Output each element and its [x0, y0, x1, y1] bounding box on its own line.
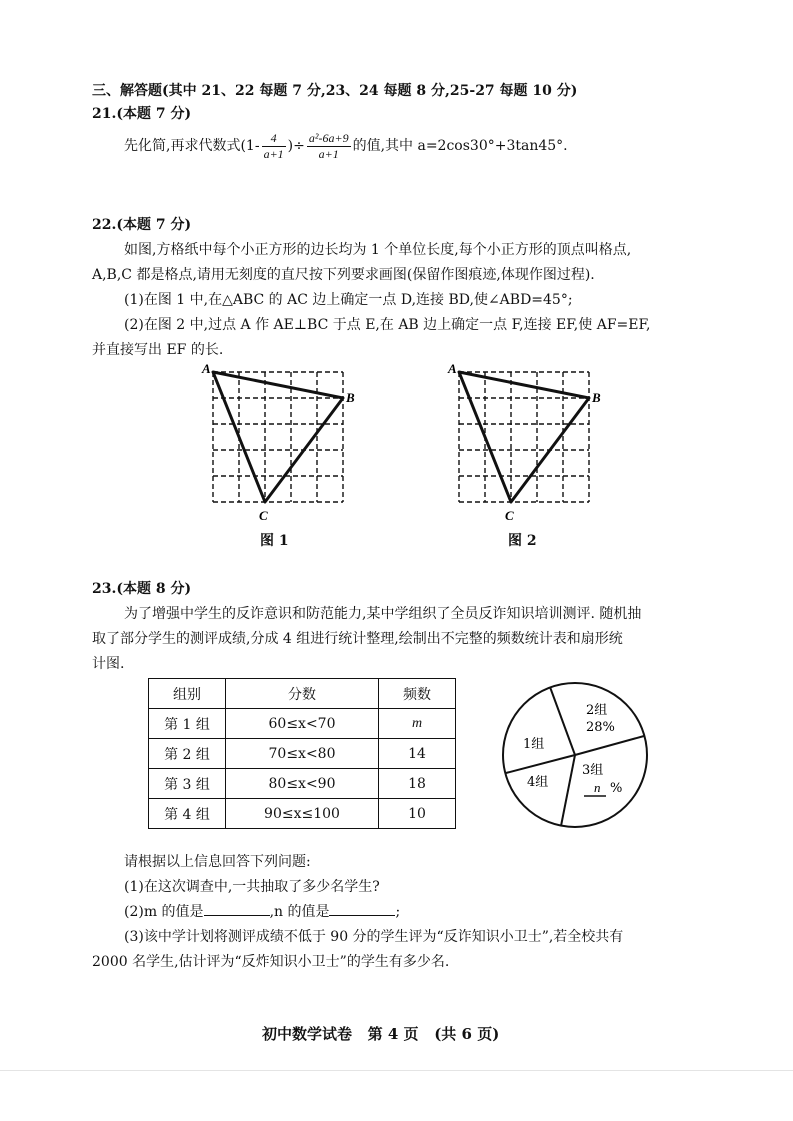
pie-label-2: 2组	[586, 703, 608, 718]
fig2-label-a: A	[448, 361, 457, 376]
fig1-label-b: B	[346, 390, 355, 405]
q23-sub2-c: ;	[395, 904, 401, 920]
pie-label-2-pct: 28%	[586, 720, 615, 735]
q21-frac2-num: a²-6a+9	[308, 130, 349, 145]
q22-line1: 如图,方格纸中每个小正方形的边长均为 1 个单位长度,每个小正方形的顶点叫格点,	[124, 242, 632, 258]
answer-blank-n	[329, 901, 395, 916]
page-footer: 初中数学试卷 第 4 页 (共 6 页)	[262, 1025, 500, 1043]
table-cell: 90≤x≤100	[226, 799, 379, 829]
q23-sub3-line2: 2000 名学生,估计评为“反炸知识小卫士”的学生有多少名.	[92, 954, 450, 970]
q23-line3: 计图.	[92, 656, 125, 672]
table-cell: 第 2 组	[149, 739, 226, 769]
q21-frac1-den: a+1	[263, 146, 284, 161]
pie-chart	[490, 680, 670, 830]
table-cell: 60≤x<70	[226, 709, 379, 739]
q21-fraction-2	[307, 131, 351, 162]
q23-prompt: 请根据以上信息回答下列问题:	[124, 854, 311, 870]
table-cell: 10	[379, 799, 456, 829]
pie-label-4: 4组	[527, 775, 549, 790]
q21-suffix: 的值,其中 a=2cos30°+3tan45°.	[352, 138, 568, 154]
table-cell: 70≤x<80	[226, 739, 379, 769]
table-cell: 14	[379, 739, 456, 769]
table-cell: 80≤x<90	[226, 769, 379, 799]
table-row	[149, 769, 456, 799]
q22-line3: (1)在图 1 中,在△ABC 的 AC 边上确定一点 D,连接 BD,使∠ABD=45°;	[124, 292, 573, 308]
pie-label-3-pct: %	[610, 781, 623, 796]
page-bottom-divider	[0, 1070, 793, 1071]
pie-label-3: 3组	[582, 763, 604, 778]
fig1-label-c: C	[259, 508, 268, 523]
table-header-row	[149, 679, 456, 709]
triangle-abc-2	[459, 372, 589, 502]
pie-divider	[550, 687, 575, 755]
q21-body	[124, 128, 568, 164]
section-header: 三、解答题(其中 21、22 每题 7 分,23、24 每题 8 分,25-27 每题 10 分)	[92, 83, 578, 99]
q21-prefix: 先化简,再求代数式	[124, 138, 241, 154]
q22-line4: (2)在图 2 中,过点 A 作 AE⊥BC 于点 E,在 AB 边上确定一点 F,连接 EF,使 AF=EF,	[124, 317, 651, 333]
fig1-label-a: A	[202, 361, 211, 376]
triangle-abc	[213, 372, 343, 502]
q21-frac1-num: 4	[262, 131, 286, 147]
table-cell: 第 4 组	[149, 799, 226, 829]
fig2-caption: 图 2	[508, 533, 537, 549]
q22-heading: 22.(本题 7 分)	[92, 217, 192, 233]
q21-frac2-den: a+1	[318, 146, 339, 161]
q22-line2: A,B,C 都是格点,请用无刻度的直尺按下列要求画图(保留作图痕迹,体现作图过程).	[92, 267, 595, 283]
table-header-cell: 分数	[226, 679, 379, 709]
fig2-label-b: B	[592, 390, 601, 405]
q23-sub1: (1)在这次调查中,一共抽取了多少名学生?	[124, 879, 380, 895]
figure-2-grid	[443, 358, 618, 528]
q23-heading: 23.(本题 8 分)	[92, 581, 192, 597]
answer-blank-m	[204, 901, 270, 916]
pie-label-3-n: n	[594, 780, 601, 795]
table-header-cell: 组别	[149, 679, 226, 709]
q23-sub3-line1: (3)该中学计划将测评成绩不低于 90 分的学生评为“反诈知识小卫士”,若全校共有	[124, 929, 624, 945]
figure-1-grid	[195, 358, 370, 528]
q23-line1: 为了增强中学生的反诈意识和防范能力,某中学组织了全员反诈知识培训测评. 随机抽	[124, 606, 642, 622]
q21-heading: 21.(本题 7 分)	[92, 106, 192, 122]
table-row	[149, 799, 456, 829]
q21-open: (1-	[240, 138, 260, 154]
pie-label-1: 1组	[523, 737, 545, 752]
q23-sub2	[124, 901, 400, 921]
fig1-caption: 图 1	[260, 533, 289, 549]
q23-sub2-b: ,n 的值是	[269, 904, 330, 920]
pie-divider	[506, 755, 575, 773]
table-header-cell: 频数	[379, 679, 456, 709]
table-cell: 第 1 组	[149, 709, 226, 739]
table-cell: 18	[379, 769, 456, 799]
table-cell: m	[379, 709, 456, 739]
frequency-table	[148, 678, 456, 829]
table-row	[149, 739, 456, 769]
pie-divider	[561, 755, 575, 826]
q23-sub2-a: (2)m 的值是	[124, 904, 204, 920]
q23-line2: 取了部分学生的测评成绩,分成 4 组进行统计整理,绘制出不完整的频数统计表和扇形统	[92, 631, 623, 647]
q21-fraction-1	[262, 131, 286, 162]
fig2-label-c: C	[505, 508, 514, 523]
q21-close-div: )÷	[287, 138, 305, 154]
table-row	[149, 709, 456, 739]
pie-divider	[575, 736, 644, 755]
table-cell: 第 3 组	[149, 769, 226, 799]
q22-line5: 并直接写出 EF 的长.	[92, 342, 224, 358]
